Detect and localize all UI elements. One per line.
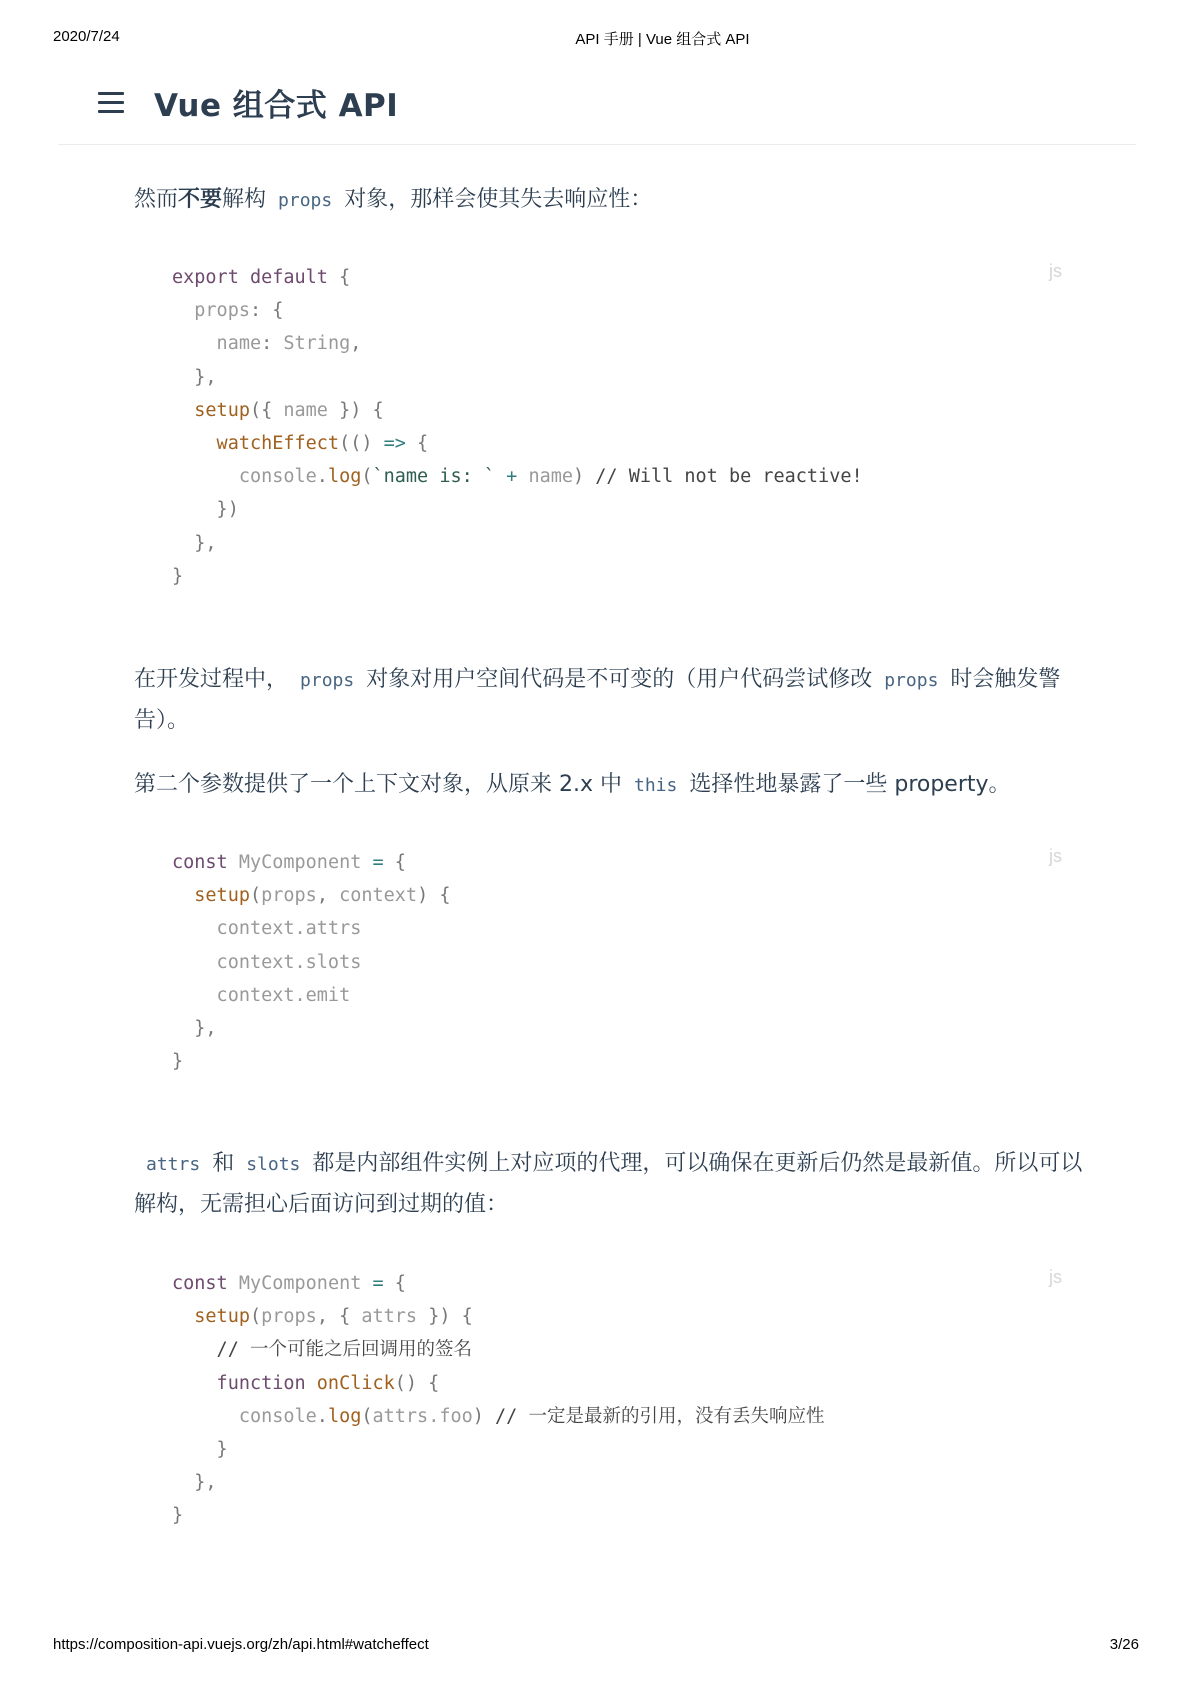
code-language-label: js — [1049, 1267, 1062, 1287]
code-content — [134, 261, 1086, 593]
print-date: 2020/7/24 — [53, 28, 120, 45]
print-footer — [0, 1636, 1192, 1658]
print-page-title: API 手册 | Vue 组合式 API — [575, 31, 750, 48]
site-navbar — [58, 78, 1136, 145]
code-line: setup(props, context) { — [172, 885, 451, 907]
code-line: props: { — [172, 300, 284, 322]
code-line: }, — [172, 532, 217, 554]
code-line: setup(props, { attrs }) { — [172, 1306, 473, 1328]
code-language-label: js — [1049, 846, 1062, 866]
code-line: } — [172, 1505, 184, 1527]
code-line: context.emit — [172, 984, 351, 1006]
code-block-destructure — [134, 261, 1086, 593]
code-block-attrs-destructure — [134, 1267, 1086, 1533]
code-line: console.log(attrs.foo) // 一定是最新的引用，没有丢失响应性 — [172, 1405, 825, 1427]
paragraph-context-argument: 第二个参数提供了一个上下文对象，从原来 2.x 中 this 选择性地暴露了一些 property。 — [134, 772, 1011, 797]
code-line: } — [172, 1051, 184, 1073]
code-line: function onClick() { — [172, 1372, 440, 1394]
inline-code-this: this — [634, 775, 678, 796]
inline-code-props: props — [300, 670, 355, 691]
inline-code-props: props — [278, 190, 333, 211]
print-header — [0, 28, 1192, 50]
paragraph-attrs-slots: attrs 和 slots 都是内部组件实例上对应项的代理，可以确保在更新后仍然是最新值。所以可以解构，无需担心后面访问到过期的值： — [134, 1151, 1083, 1217]
code-content — [134, 846, 1086, 1078]
code-line: }, — [172, 1472, 217, 1494]
paragraph-props-immutable: 在开发过程中， props 对象对用户空间代码是不可变的（用户代码尝试修改 props 时会触发警告）。 — [134, 667, 1061, 733]
code-line: }) — [172, 499, 239, 521]
code-line: name: String, — [172, 333, 362, 355]
code-line: export default { — [172, 267, 351, 288]
inline-code-attrs: attrs — [146, 1154, 201, 1175]
code-line: context.slots — [172, 951, 362, 973]
bold-emphasis: 不要 — [178, 187, 223, 212]
code-block-context — [134, 846, 1086, 1078]
code-line: // 一个可能之后回调用的签名 — [172, 1339, 472, 1361]
print-page-number: 3/26 — [1109, 1636, 1139, 1653]
code-line: }, — [172, 1018, 217, 1040]
print-url: https://composition-api.vuejs.org/zh/api.html#watcheffect — [53, 1636, 429, 1653]
code-line: } — [172, 1439, 228, 1461]
code-line: } — [172, 565, 184, 587]
code-line: const MyComponent = { — [172, 852, 406, 873]
code-line: watchEffect(() => { — [172, 433, 429, 455]
code-content — [134, 1267, 1086, 1533]
code-line: const MyComponent = { — [172, 1273, 406, 1294]
code-line: console.log(`name is: ` + name) // Will not be reactive! — [172, 466, 863, 488]
paragraph-destructure-warning: 然而不要解构 props 对象，那样会使其失去响应性： — [134, 187, 653, 212]
code-line: }, — [172, 366, 217, 388]
hamburger-menu-icon[interactable] — [98, 90, 126, 116]
code-language-label: js — [1049, 261, 1062, 281]
inline-code-props: props — [884, 670, 939, 691]
site-title[interactable]: Vue 组合式 API — [154, 88, 399, 124]
code-line: context.attrs — [172, 918, 362, 940]
inline-code-slots: slots — [246, 1154, 301, 1175]
code-line: setup({ name }) { — [172, 399, 384, 421]
